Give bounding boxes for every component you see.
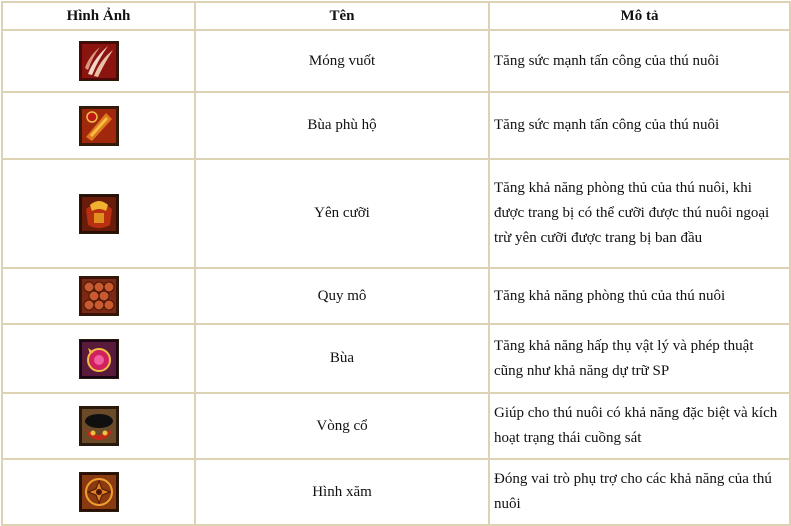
icon-cell bbox=[2, 92, 195, 159]
item-name: Vòng cổ bbox=[195, 393, 489, 459]
icon-cell bbox=[2, 268, 195, 324]
item-description: Giúp cho thú nuôi có khả năng đặc biệt và kích hoạt trạng thái cuồng sát bbox=[489, 393, 790, 459]
icon-cell bbox=[2, 324, 195, 393]
table-row bbox=[2, 159, 790, 268]
header-image: Hình Ảnh bbox=[2, 2, 195, 30]
item-name: Bùa phù hộ bbox=[195, 92, 489, 159]
header-description: Mô tả bbox=[489, 2, 790, 30]
table-row bbox=[2, 459, 790, 525]
icon-cell bbox=[2, 459, 195, 525]
header-row bbox=[2, 2, 790, 30]
item-name: Móng vuốt bbox=[195, 30, 489, 92]
table-row bbox=[2, 30, 790, 92]
tattoo-icon bbox=[79, 472, 119, 512]
icon-cell bbox=[2, 393, 195, 459]
table-row bbox=[2, 324, 790, 393]
icon-cell bbox=[2, 159, 195, 268]
table-row bbox=[2, 393, 790, 459]
claw-icon bbox=[79, 41, 119, 81]
pet-equipment-table bbox=[1, 1, 791, 526]
item-description: Tăng khả năng hấp thụ vật lý và phép thuật cũng như khả năng dự trữ SP bbox=[489, 324, 790, 393]
collar-icon bbox=[79, 406, 119, 446]
item-description: Tăng sức mạnh tấn công của thú nuôi bbox=[489, 92, 790, 159]
icon-cell bbox=[2, 30, 195, 92]
scale-armor-icon bbox=[79, 276, 119, 316]
charm-icon bbox=[79, 339, 119, 379]
item-description: Đóng vai trò phụ trợ cho các khả năng của thú nuôi bbox=[489, 459, 790, 525]
header-name: Tên bbox=[195, 2, 489, 30]
table-row bbox=[2, 92, 790, 159]
item-description: Tăng sức mạnh tấn công của thú nuôi bbox=[489, 30, 790, 92]
item-description: Tăng khả năng phòng thủ của thú nuôi bbox=[489, 268, 790, 324]
amulet-icon bbox=[79, 106, 119, 146]
item-name: Yên cưỡi bbox=[195, 159, 489, 268]
saddle-icon bbox=[79, 194, 119, 234]
item-name: Quy mô bbox=[195, 268, 489, 324]
item-name: Bùa bbox=[195, 324, 489, 393]
table-row bbox=[2, 268, 790, 324]
item-name: Hình xăm bbox=[195, 459, 489, 525]
item-description: Tăng khả năng phòng thủ của thú nuôi, khi được trang bị có thể cưỡi được thú nuôi ngoại trừ yên cưỡi được trang bị ban đầu bbox=[489, 159, 790, 268]
